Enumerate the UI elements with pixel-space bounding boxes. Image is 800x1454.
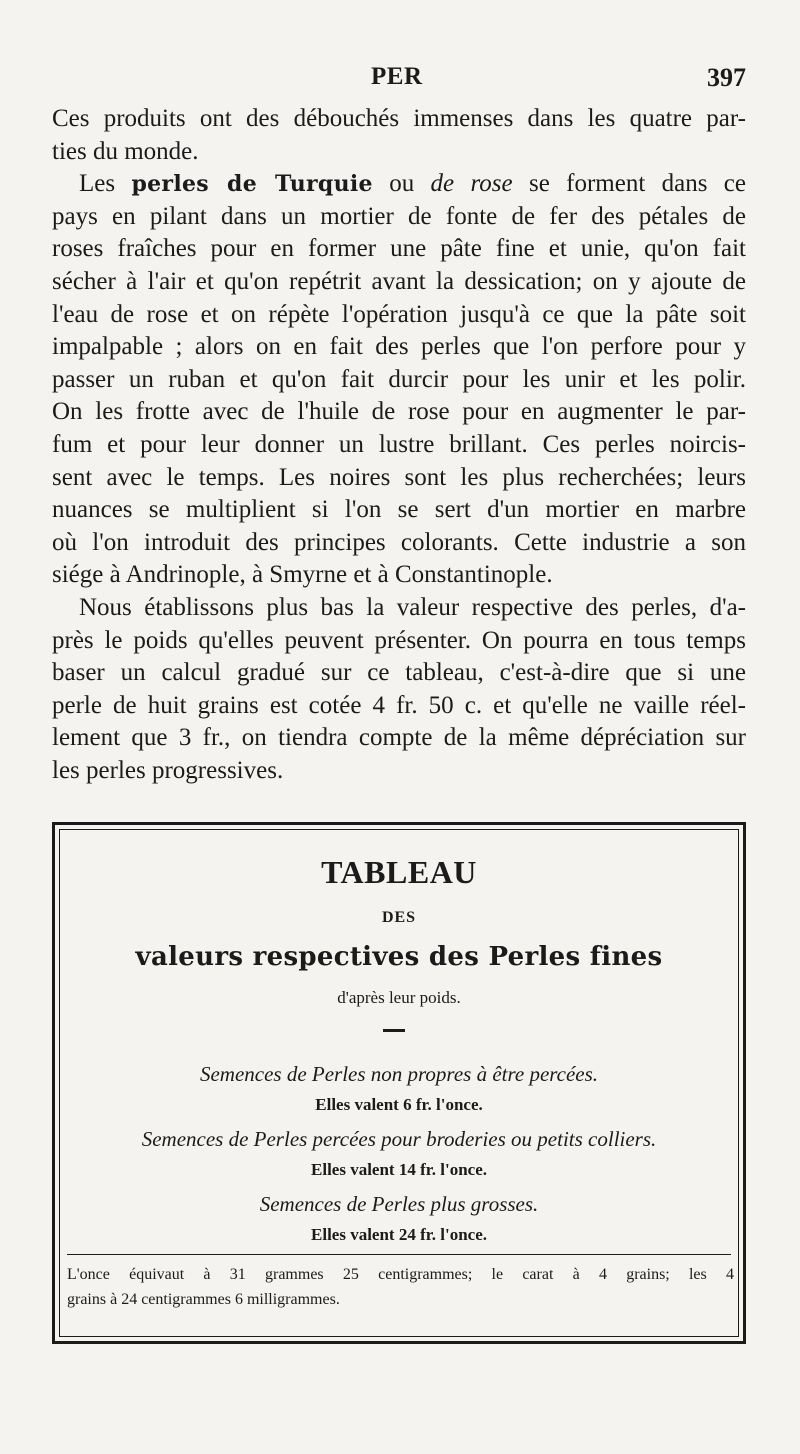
text-line: sent avec le temps. Les noires sont les plus recherchées; leurs: [52, 463, 746, 491]
text-line: lement que 3 fr., on tiendra compte de la même dépréciation sur: [52, 724, 746, 752]
table-title: TABLEAU: [321, 854, 477, 890]
footnote-rule: [67, 1254, 731, 1255]
table-apres: d'après leur poids.: [337, 988, 461, 1007]
text-line: nuances se multiplient si l'on se sert d'un mortier en marbre: [52, 496, 746, 524]
item-label: Semences de Perles non propres à être percées.: [199, 1062, 599, 1086]
running-head: PER: [371, 63, 423, 90]
text-line: fum et pour leur donner un lustre brillant. Ces perles noircis-: [52, 430, 746, 458]
footnote-line: grains à 24 centigrammes 6 milligrammes.: [67, 1291, 340, 1308]
text-line: Ces produits ont des débouchés immenses dans les quatre par-: [52, 105, 746, 132]
pearl-value-table: [52, 822, 746, 1344]
text-line: pays en pilant dans un mortier de fonte de fer des pétales de: [52, 202, 746, 230]
page-number: 397: [707, 63, 746, 92]
text-line: On les frotte avec de l'huile de rose pour en augmenter le par-: [52, 398, 746, 426]
term-perles-de-turquie: perles de Turquie: [131, 171, 373, 198]
text-line: perle de huit grains est cotée 4 fr. 50 c. et qu'elle ne vaille réel-: [52, 691, 746, 719]
short-rule: [383, 1029, 405, 1032]
text-line: impalpable ; alors on en fait des perles que l'on perfore pour y: [52, 333, 746, 361]
text-line: près le poids qu'elles peuvent présenter. On pourra en tous temps: [52, 626, 746, 654]
text-line: où l'on introduit des principes colorants. Cette industrie a son: [52, 528, 746, 556]
text-line: l'eau de rose et on répète l'opération jusqu'à ce que la pâte soit: [52, 300, 746, 328]
text-line: roses fraîches pour en former une pâte fine et unie, qu'on fait: [52, 235, 746, 263]
text-line: siége à Andrinople, à Smyrne et à Constantinople.: [52, 561, 553, 589]
text-line: passer un ruban et qu'on fait durcir pour les unir et les polir.: [52, 365, 746, 393]
table-des: DES: [381, 909, 417, 926]
table-subtitle: valeurs respectives des Perles fines: [135, 942, 663, 972]
text-line: les perles progressives.: [52, 756, 284, 784]
item-price: Elles valent 14 fr. l'once.: [311, 1160, 487, 1179]
footnote-line: L'once équivaut à 31 grammes 25 centigrammes; le carat à 4 grains; les 4: [67, 1266, 734, 1283]
text-line: ties du monde.: [52, 137, 199, 165]
text-line: baser un calcul gradué sur ce tableau, c'est-à-dire que si une: [52, 659, 746, 687]
item-price: Elles valent 24 fr. l'once.: [311, 1225, 487, 1244]
item-price: Elles valent 6 fr. l'once.: [315, 1095, 483, 1114]
term-de-rose: de rose: [430, 170, 513, 198]
text-line: sécher à l'air et qu'on repétrit avant la dessication; on y ajoute de: [52, 267, 746, 295]
body-text: [52, 103, 746, 787]
text-line: Les perles de Turquie ou de rose se forment dans ce: [79, 170, 746, 198]
text-line: Nous établissons plus bas la valeur respective des perles, d'a-: [79, 593, 746, 621]
running-header: [0, 63, 800, 97]
table-inner-frame: [59, 829, 739, 1337]
item-label: Semences de Perles percées pour broderies ou petits colliers.: [141, 1127, 657, 1151]
item-label: Semences de Perles plus grosses.: [259, 1192, 539, 1216]
